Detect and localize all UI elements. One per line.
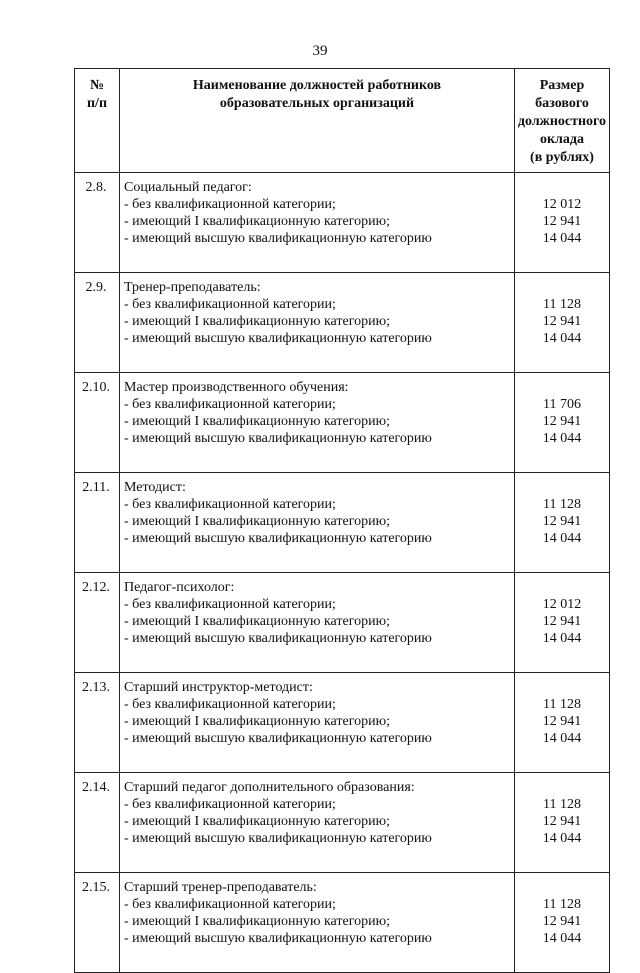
category-item: - имеющий высшую квалификационную категорию <box>124 231 432 246</box>
salary-cell <box>515 573 610 673</box>
table-row <box>75 173 610 273</box>
header-number-line: № <box>89 78 105 93</box>
category-item: - имеющий I квалификационную категорию; <box>124 814 390 829</box>
salary-value: 14 044 <box>542 431 582 446</box>
salary-value: 14 044 <box>542 931 582 946</box>
salary-value: 12 941 <box>542 214 582 229</box>
table-row <box>75 473 610 573</box>
row-number: 2.9. <box>75 273 120 373</box>
header-size-line: (в рублях) <box>530 150 594 165</box>
salary-value: 11 128 <box>543 297 581 312</box>
salary-value: 14 044 <box>542 331 582 346</box>
salary-value: 12 941 <box>542 814 582 829</box>
category-item: - имеющий I квалификационную категорию; <box>124 514 390 529</box>
category-item: - без квалификационной категории; <box>124 797 336 812</box>
category-item: - без квалификационной категории; <box>124 197 336 212</box>
row-number: 2.11. <box>75 473 120 573</box>
salary-value: 14 044 <box>542 231 582 246</box>
position-title: Тренер-преподаватель: <box>124 280 261 295</box>
category-item: - имеющий высшую квалификационную категорию <box>124 431 432 446</box>
category-item: - имеющий I квалификационную категорию; <box>124 314 390 329</box>
position-title: Социальный педагог: <box>124 180 252 195</box>
salary-cell <box>515 273 610 373</box>
salary-cell <box>515 373 610 473</box>
row-number: 2.12. <box>75 573 120 673</box>
row-number: 2.14. <box>75 773 120 873</box>
header-name-line: образовательных организаций <box>219 96 415 111</box>
header-size-line: базового <box>535 96 589 111</box>
position-cell <box>120 573 515 673</box>
header-number-line: п/п <box>86 96 108 111</box>
table-row <box>75 373 610 473</box>
position-cell <box>120 473 515 573</box>
salary-value: 14 044 <box>542 531 582 546</box>
row-number: 2.13. <box>75 673 120 773</box>
category-item: - имеющий I квалификационную категорию; <box>124 714 390 729</box>
header-name-line: Наименование должностей работников <box>192 78 442 93</box>
salary-value: 12 941 <box>542 514 582 529</box>
salary-value: 14 044 <box>542 831 582 846</box>
category-item: - без квалификационной категории; <box>124 297 336 312</box>
position-cell <box>120 373 515 473</box>
salary-cell <box>515 173 610 273</box>
position-cell <box>120 673 515 773</box>
position-title: Педагог-психолог: <box>124 580 235 595</box>
salary-value: 12 012 <box>542 197 582 212</box>
category-item: - имеющий I квалификационную категорию; <box>124 914 390 929</box>
row-number: 2.8. <box>75 173 120 273</box>
category-item: - без квалификационной категории; <box>124 397 336 412</box>
category-item: - без квалификационной категории; <box>124 597 336 612</box>
table-row <box>75 273 610 373</box>
salary-cell <box>515 473 610 573</box>
category-item: - имеющий I квалификационную категорию; <box>124 214 390 229</box>
category-item: - без квалификационной категории; <box>124 897 336 912</box>
salary-value: 11 128 <box>543 897 581 912</box>
table-row <box>75 873 610 973</box>
position-cell <box>120 873 515 973</box>
salary-value: 12 012 <box>542 597 582 612</box>
position-cell <box>120 773 515 873</box>
category-item: - без квалификационной категории; <box>124 697 336 712</box>
header-salary-size <box>515 69 610 173</box>
category-item: - имеющий I квалификационную категорию; <box>124 414 390 429</box>
position-cell <box>120 273 515 373</box>
table-row <box>75 573 610 673</box>
position-title: Мастер производственного обучения: <box>124 380 349 395</box>
salary-value: 11 128 <box>543 797 581 812</box>
salary-value: 12 941 <box>542 614 582 629</box>
position-cell <box>120 173 515 273</box>
salary-value: 14 044 <box>542 631 582 646</box>
category-item: - без квалификационной категории; <box>124 497 336 512</box>
position-title: Старший тренер-преподаватель: <box>124 880 317 895</box>
row-number: 2.10. <box>75 373 120 473</box>
position-title: Методист: <box>124 480 186 495</box>
salary-cell <box>515 873 610 973</box>
row-number: 2.15. <box>75 873 120 973</box>
salary-cell <box>515 773 610 873</box>
salary-value: 12 941 <box>542 914 582 929</box>
salary-value: 12 941 <box>542 314 582 329</box>
category-item: - имеющий высшую квалификационную категорию <box>124 931 432 946</box>
salary-value: 11 128 <box>543 497 581 512</box>
category-item: - имеющий I квалификационную категорию; <box>124 614 390 629</box>
header-number <box>75 69 120 173</box>
table-row <box>75 673 610 773</box>
page-number: 39 <box>312 43 328 59</box>
salary-value: 12 941 <box>542 714 582 729</box>
salary-value: 12 941 <box>542 414 582 429</box>
category-item: - имеющий высшую квалификационную категорию <box>124 531 432 546</box>
category-item: - имеющий высшую квалификационную категорию <box>124 631 432 646</box>
salary-value: 11 706 <box>543 397 581 412</box>
salary-value: 14 044 <box>542 731 582 746</box>
header-row <box>75 69 610 173</box>
category-item: - имеющий высшую квалификационную категорию <box>124 731 432 746</box>
position-title: Старший инструктор-методист: <box>124 680 313 695</box>
header-size-line: Размер <box>539 78 585 93</box>
salary-cell <box>515 673 610 773</box>
category-item: - имеющий высшую квалификационную категорию <box>124 831 432 846</box>
salary-table <box>74 68 610 973</box>
header-size-line: оклада <box>539 132 584 147</box>
salary-value: 11 128 <box>543 697 581 712</box>
header-size-line: должностного <box>517 114 607 129</box>
category-item: - имеющий высшую квалификационную категорию <box>124 331 432 346</box>
position-title: Старший педагог дополнительного образования: <box>124 780 415 795</box>
header-position-name <box>120 69 515 173</box>
table-row <box>75 773 610 873</box>
